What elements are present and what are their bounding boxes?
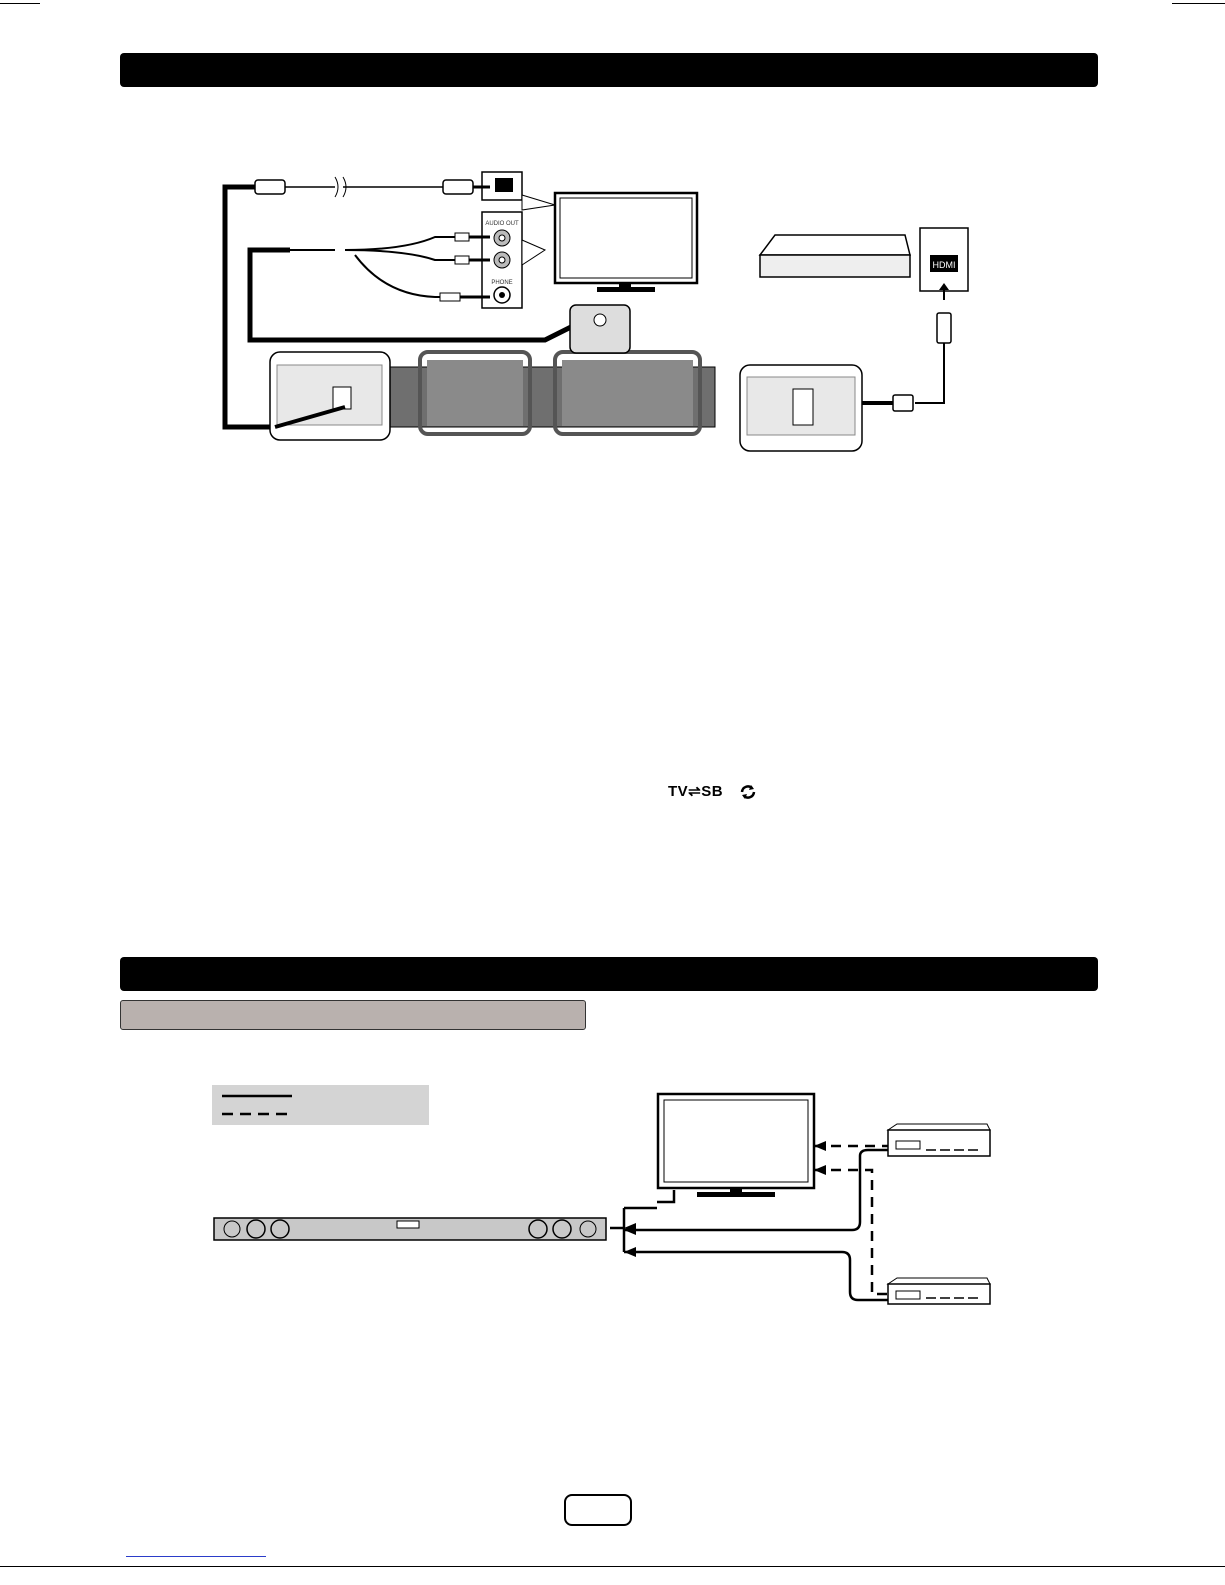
- sub-section-header: [120, 1000, 586, 1030]
- footer-rule: [0, 1566, 1225, 1567]
- crop-mark-left: [0, 3, 40, 4]
- page-number-box: [564, 1494, 632, 1526]
- left-zoom-callout: [270, 352, 390, 440]
- tv-illustration: [555, 193, 697, 292]
- crop-mark-right: [1172, 3, 1225, 4]
- system-diagram: [212, 1090, 997, 1310]
- hdmi-port-label: HDMI: [932, 260, 956, 270]
- connection-diagram: [215, 165, 956, 460]
- device-top: [888, 1124, 990, 1156]
- tv-sb-indicator: [668, 783, 757, 801]
- tv-outline: [658, 1094, 814, 1197]
- right-zoom-callout: [740, 365, 862, 451]
- device-bottom: [888, 1278, 990, 1304]
- audio-out-label: AUDIO OUT: [485, 221, 519, 227]
- tv-port-panel: [482, 172, 555, 308]
- section-header-bar-2: [120, 957, 1098, 991]
- section-header-bar: [120, 53, 1098, 87]
- tv-sb-text: TV⇌SB: [668, 783, 724, 800]
- soundbar-front: [214, 1218, 606, 1240]
- footer-link-line: [126, 1556, 266, 1557]
- refresh-icon: [739, 784, 757, 800]
- phone-label: PHONE: [491, 280, 513, 286]
- soundbar-rear-panel: [385, 305, 715, 434]
